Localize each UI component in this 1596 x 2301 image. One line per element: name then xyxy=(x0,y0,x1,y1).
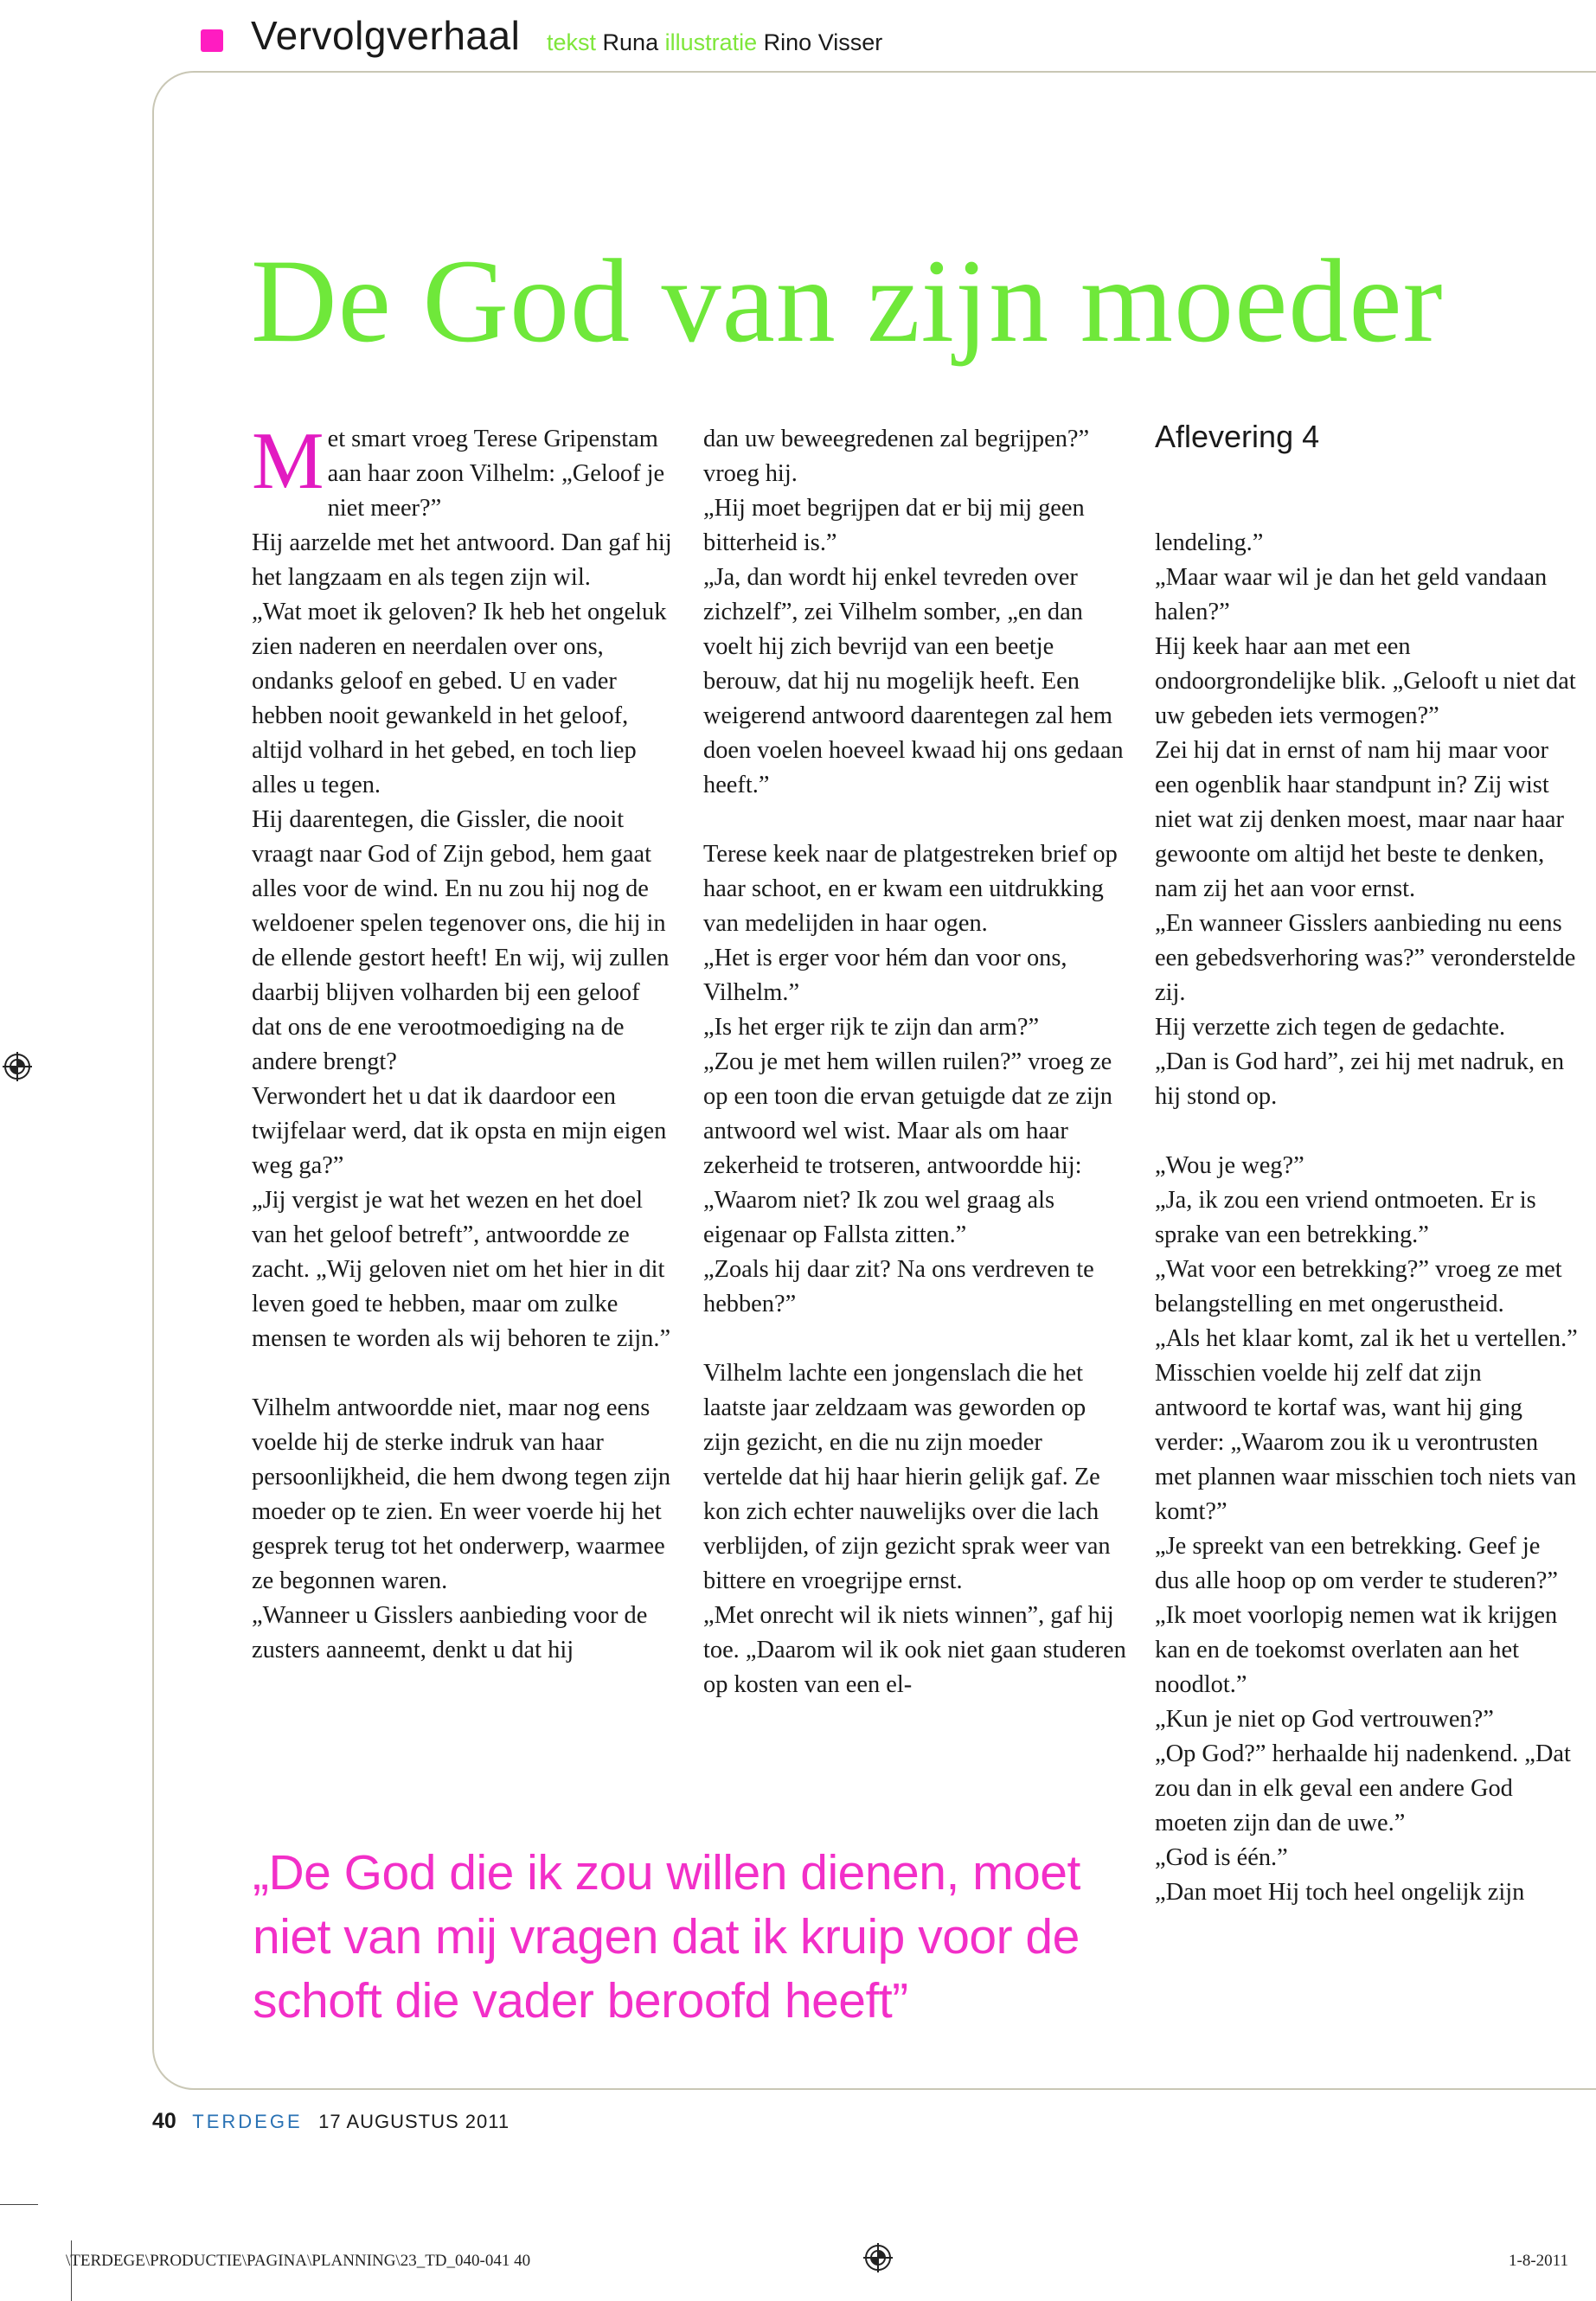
paragraph: „Wat moet ik geloven? Ik heb het ongeluk zien naderen en neerdalen over ons, ondanks geloof en gebed. U en vader hebben nooit gewankeld in het geloof, altijd volhard in het gebed, en toch liep alles u tegen. xyxy=(252,599,667,798)
paragraph: „Hij moet begrijpen dat er bij mij geen bitterheid is.” xyxy=(703,495,1085,556)
paragraph: „Op God?” herhaalde hij nadenkend. „Dat zou dan in elk geval een andere God moeten zijn dan de uwe.” xyxy=(1155,1740,1571,1836)
paragraph: Zei hij dat in ernst of nam hij maar voor een ogenblik haar standpunt in? Zij wist niet wat zij denken moest, maar naar haar gewoonte om altijd het beste te denken, nam zij het aan voor ernst. xyxy=(1155,737,1564,902)
paragraph: Vilhelm antwoordde niet, maar nog eens voelde hij de sterke indruk van haar persoonlijkheid, die hem dwong tegen zijn moeder op te zien. En weer voerde hij het gesprek terug tot het onderwerp, waarmee ze begonnen waren. xyxy=(252,1394,671,1594)
paragraph: „Je spreekt van een betrekking. Geef je dus alle hoop op om verder te studeren?” xyxy=(1155,1533,1558,1594)
paragraph: „Het is erger voor hém dan voor ons, Vilhelm.” xyxy=(703,945,1067,1006)
paragraph: „Dan is God hard”, zei hij met nadruk, en hij stond op. xyxy=(1155,1048,1565,1110)
paragraph: „Zou je met hem willen ruilen?” vroeg ze op een toon die ervan getuigde dat ze zijn antwoord wel wist. Maar als om haar zekerheid te trotseren, antwoordde hij: „Waarom niet? Ik zou wel graag als eigenaar op Fallsta zitten.” xyxy=(703,1048,1112,1248)
paragraph: Misschien voelde hij zelf dat zijn antwoord te kortaf was, want hij ging verder: „Waarom zou ik u verontrusten met plannen waar misschien toch niets van komt?” xyxy=(1155,1360,1577,1525)
crop-mark xyxy=(71,2240,72,2301)
paragraph: Hij keek haar aan met een ondoorgrondelijke blik. „Gelooft u niet dat uw gebeden iets vermogen?” xyxy=(1155,633,1576,729)
paragraph: „Maar waar wil je dan het geld vandaan halen?” xyxy=(1155,564,1548,625)
paragraph: dan uw beweegredenen zal begrijpen?” vroeg hij. xyxy=(703,426,1090,487)
paragraph: Hij daarentegen, die Gissler, die nooit vraagt naar God of Zijn gebod, hem gaat alles voor de wind. En nu zou hij nog de weldoener spelen tegenover ons, die hij in de ellende gestort heeft! En wij, wij zullen daarbij blijven volharden bij een geloof dat ons de ene verootmoediging na de andere brengt? xyxy=(252,806,670,1075)
paragraph: „Jij vergist je wat het wezen en het doel van het geloof betreft”, antwoordde ze zacht. „Wij geloven niet om het hier in dit leven goed te hebben, maar om zulke mensen te worden als wij behoren te zijn.” xyxy=(252,1187,671,1352)
paragraph: „En wanneer Gisslers aanbieding nu eens een gebedsverhoring was?” veronderstelde zij. xyxy=(1155,910,1576,1006)
paragraph: „Met onrecht wil ik niets winnen”, gaf hij toe. „Daarom wil ik ook niet gaan studeren op kosten van een el- xyxy=(703,1602,1126,1698)
paragraph-text: et smart vroeg Terese Gripenstam aan haar zoon Vilhelm: „Geloof je niet meer?” xyxy=(327,426,665,522)
credits xyxy=(547,29,882,56)
section-label: Vervolgverhaal xyxy=(251,13,521,58)
magazine-name: TERDEGE xyxy=(192,2111,303,2132)
print-slug-date: 1-8-2011 xyxy=(1509,2252,1568,2270)
article-column-3 xyxy=(1155,526,1579,1910)
issue-date: 17 AUGUSTUS 2011 xyxy=(318,2111,510,2132)
paragraph: „Ik moet voorlopig nemen wat ik krijgen kan en de toekomst overlaten aan het noodlot.” xyxy=(1155,1602,1558,1698)
illustration-credit-label: illustratie xyxy=(664,29,758,55)
paragraph: Verwondert het u dat ik daardoor een twijfelaar werd, dat ik opsta en mijn eigen weg ga?” xyxy=(252,1083,667,1179)
paragraph: „Ja, dan wordt hij enkel tevreden over zichzelf”, zei Vilhelm somber, „en dan voelt hij zich bevrijd van een beetje berouw, dat hij nu mogelijk heeft. Een weigerend antwoord daarentegen zal hem doen voelen hoeveel kwaad hij ons gedaan heeft.” xyxy=(703,564,1124,798)
paragraph: Hij verzette zich tegen de gedachte. xyxy=(1155,1014,1506,1041)
registration-mark-icon xyxy=(863,2243,893,2272)
page-footer xyxy=(152,2109,510,2134)
paragraph: Terese keek naar de platgestreken brief op haar schoot, en er kwam een uitdrukking van medelijden in haar ogen. xyxy=(703,841,1118,937)
paragraph: „Wat voor een betrekking?” vroeg ze met belangstelling en met ongerustheid. xyxy=(1155,1256,1562,1317)
text-credit-label: tekst xyxy=(547,29,597,55)
paragraph xyxy=(252,416,676,526)
paragraph: „Ja, ik zou een vriend ontmoeten. Er is sprake van een betrekking.” xyxy=(1155,1187,1536,1248)
section-marker-square xyxy=(201,29,223,52)
paragraph: „Is het erger rijk te zijn dan arm?” xyxy=(703,1014,1040,1041)
drop-cap: M xyxy=(252,416,324,506)
paragraph: „God is één.” xyxy=(1155,1844,1288,1871)
pull-quote: „De God die ik zou willen dienen, moet niet van mij vragen dat ik kruip voor de schoft die vader beroofd heeft” xyxy=(253,1845,1080,2029)
paragraph: lendeling.” xyxy=(1155,529,1264,556)
page-number: 40 xyxy=(152,2109,176,2133)
registration-mark-icon xyxy=(3,1052,32,1081)
article-column-2 xyxy=(703,422,1127,1702)
paragraph: „Dan moet Hij toch heel ongelijk zijn xyxy=(1155,1879,1525,1906)
article-title: De God van zijn moeder xyxy=(251,234,1444,367)
paragraph: „Wou je weg?” xyxy=(1155,1152,1304,1179)
crop-mark xyxy=(0,2204,38,2205)
paragraph: „Wanneer u Gisslers aanbieding voor de zusters aanneemt, denkt u dat hij xyxy=(252,1602,648,1663)
episode-label: Aflevering 4 xyxy=(1155,419,1320,454)
illustrator-name: Rino Visser xyxy=(763,29,883,55)
paragraph: „Kun je niet op God vertrouwen?” xyxy=(1155,1706,1494,1733)
article-column-1 xyxy=(252,416,676,1668)
author-name: Runa xyxy=(602,29,659,55)
paragraph: Vilhelm lachte een jongenslach die het laatste jaar zeldzaam was geworden op zijn gezicht, en die nu zijn moeder vertelde dat hij haar hierin gelijk gaf. Ze kon zich echter nauwelijks over die lach verblijden, of zijn gezicht sprak weer van bittere en vroegrijpe ernst. xyxy=(703,1360,1111,1594)
paragraph: Hij aarzelde met het antwoord. Dan gaf hij het langzaam en als tegen zijn wil. xyxy=(252,529,672,591)
paragraph: „Zoals hij daar zit? Na ons verdreven te hebben?” xyxy=(703,1256,1094,1317)
print-slug-path: \TERDEGE\PRODUCTIE\PAGINA\PLANNING\23_TD_040-041 40 xyxy=(66,2252,531,2270)
paragraph: „Als het klaar komt, zal ik het u vertellen.” xyxy=(1155,1325,1578,1352)
